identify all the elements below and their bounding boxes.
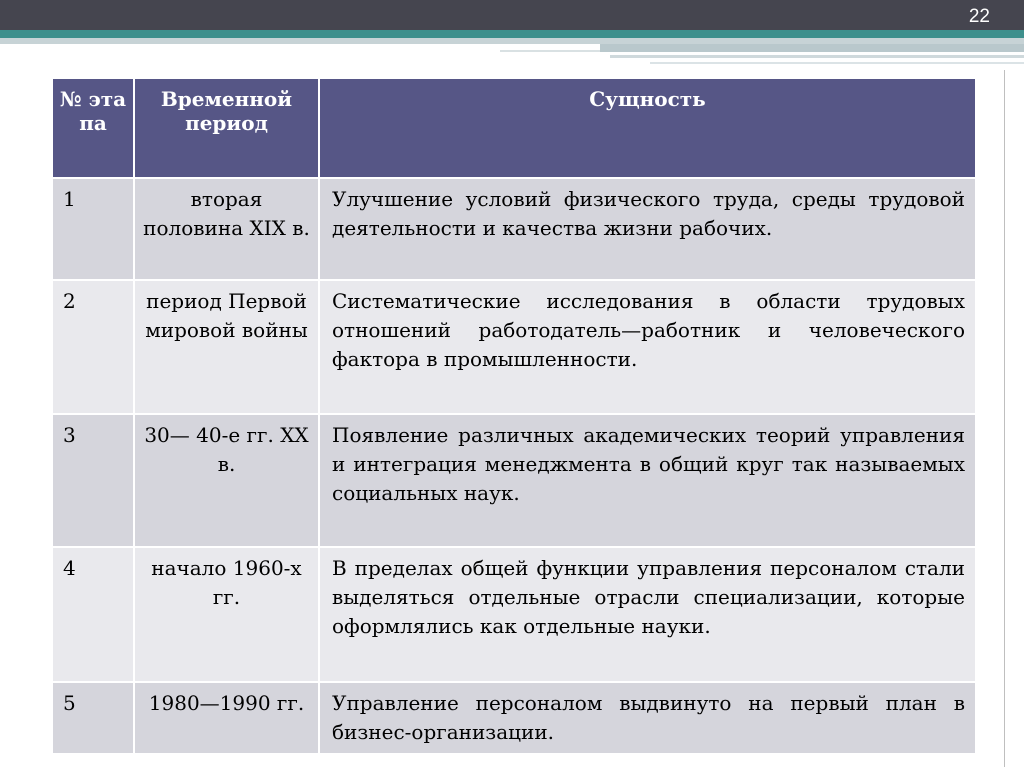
- table-header-row: [52, 78, 976, 178]
- stage-period: 30— 40-е гг. XX в.: [134, 414, 319, 547]
- header-accent-stripe: [0, 30, 1024, 38]
- table-row: [52, 280, 976, 414]
- header-bar: [0, 0, 1024, 30]
- stage-period: вторая половина XIX в.: [134, 178, 319, 280]
- stage-number: 5: [52, 682, 134, 754]
- table-row: [52, 414, 976, 547]
- stage-number: 2: [52, 280, 134, 414]
- header-essence: Сущность: [319, 78, 976, 178]
- stage-number: 4: [52, 547, 134, 682]
- header-time-period: Временной период: [134, 78, 319, 178]
- stage-essence: Появление различных академических теорий управления и интеграция менеджмента в общий круг так называемых социальных наук.: [319, 414, 976, 547]
- header-decor-line: [650, 62, 1024, 64]
- table-row: [52, 547, 976, 682]
- stage-essence: Управление персоналом выдвинуто на первый план в бизнес-организации.: [319, 682, 976, 754]
- slide-number: 22: [968, 6, 990, 27]
- header-decor-line: [500, 50, 600, 52]
- slide-edge-line: [1004, 70, 1005, 767]
- stage-number: 3: [52, 414, 134, 547]
- stage-essence: Улучшение условий физического труда, среды трудовой деятельности и качества жизни рабочих.: [319, 178, 976, 280]
- stages-table: [51, 77, 977, 755]
- header-decor-band: [600, 44, 1024, 52]
- table-row: [52, 178, 976, 280]
- stage-period: 1980—1990 гг.: [134, 682, 319, 754]
- stage-essence: Систематические исследования в области трудовых отношений работодатель—работник и человеческого фактора в промышленности.: [319, 280, 976, 414]
- header-decor-line: [610, 55, 1024, 58]
- stage-number: 1: [52, 178, 134, 280]
- table-row: [52, 682, 976, 754]
- header-stage-number: № эта па: [52, 78, 134, 178]
- stage-essence: В пределах общей функции управления персоналом стали выделяться отдельные отрасли специализации, которые оформлялись как отдельные науки.: [319, 547, 976, 682]
- stage-period: начало 1960-х гг.: [134, 547, 319, 682]
- stage-period: период Первой мировой войны: [134, 280, 319, 414]
